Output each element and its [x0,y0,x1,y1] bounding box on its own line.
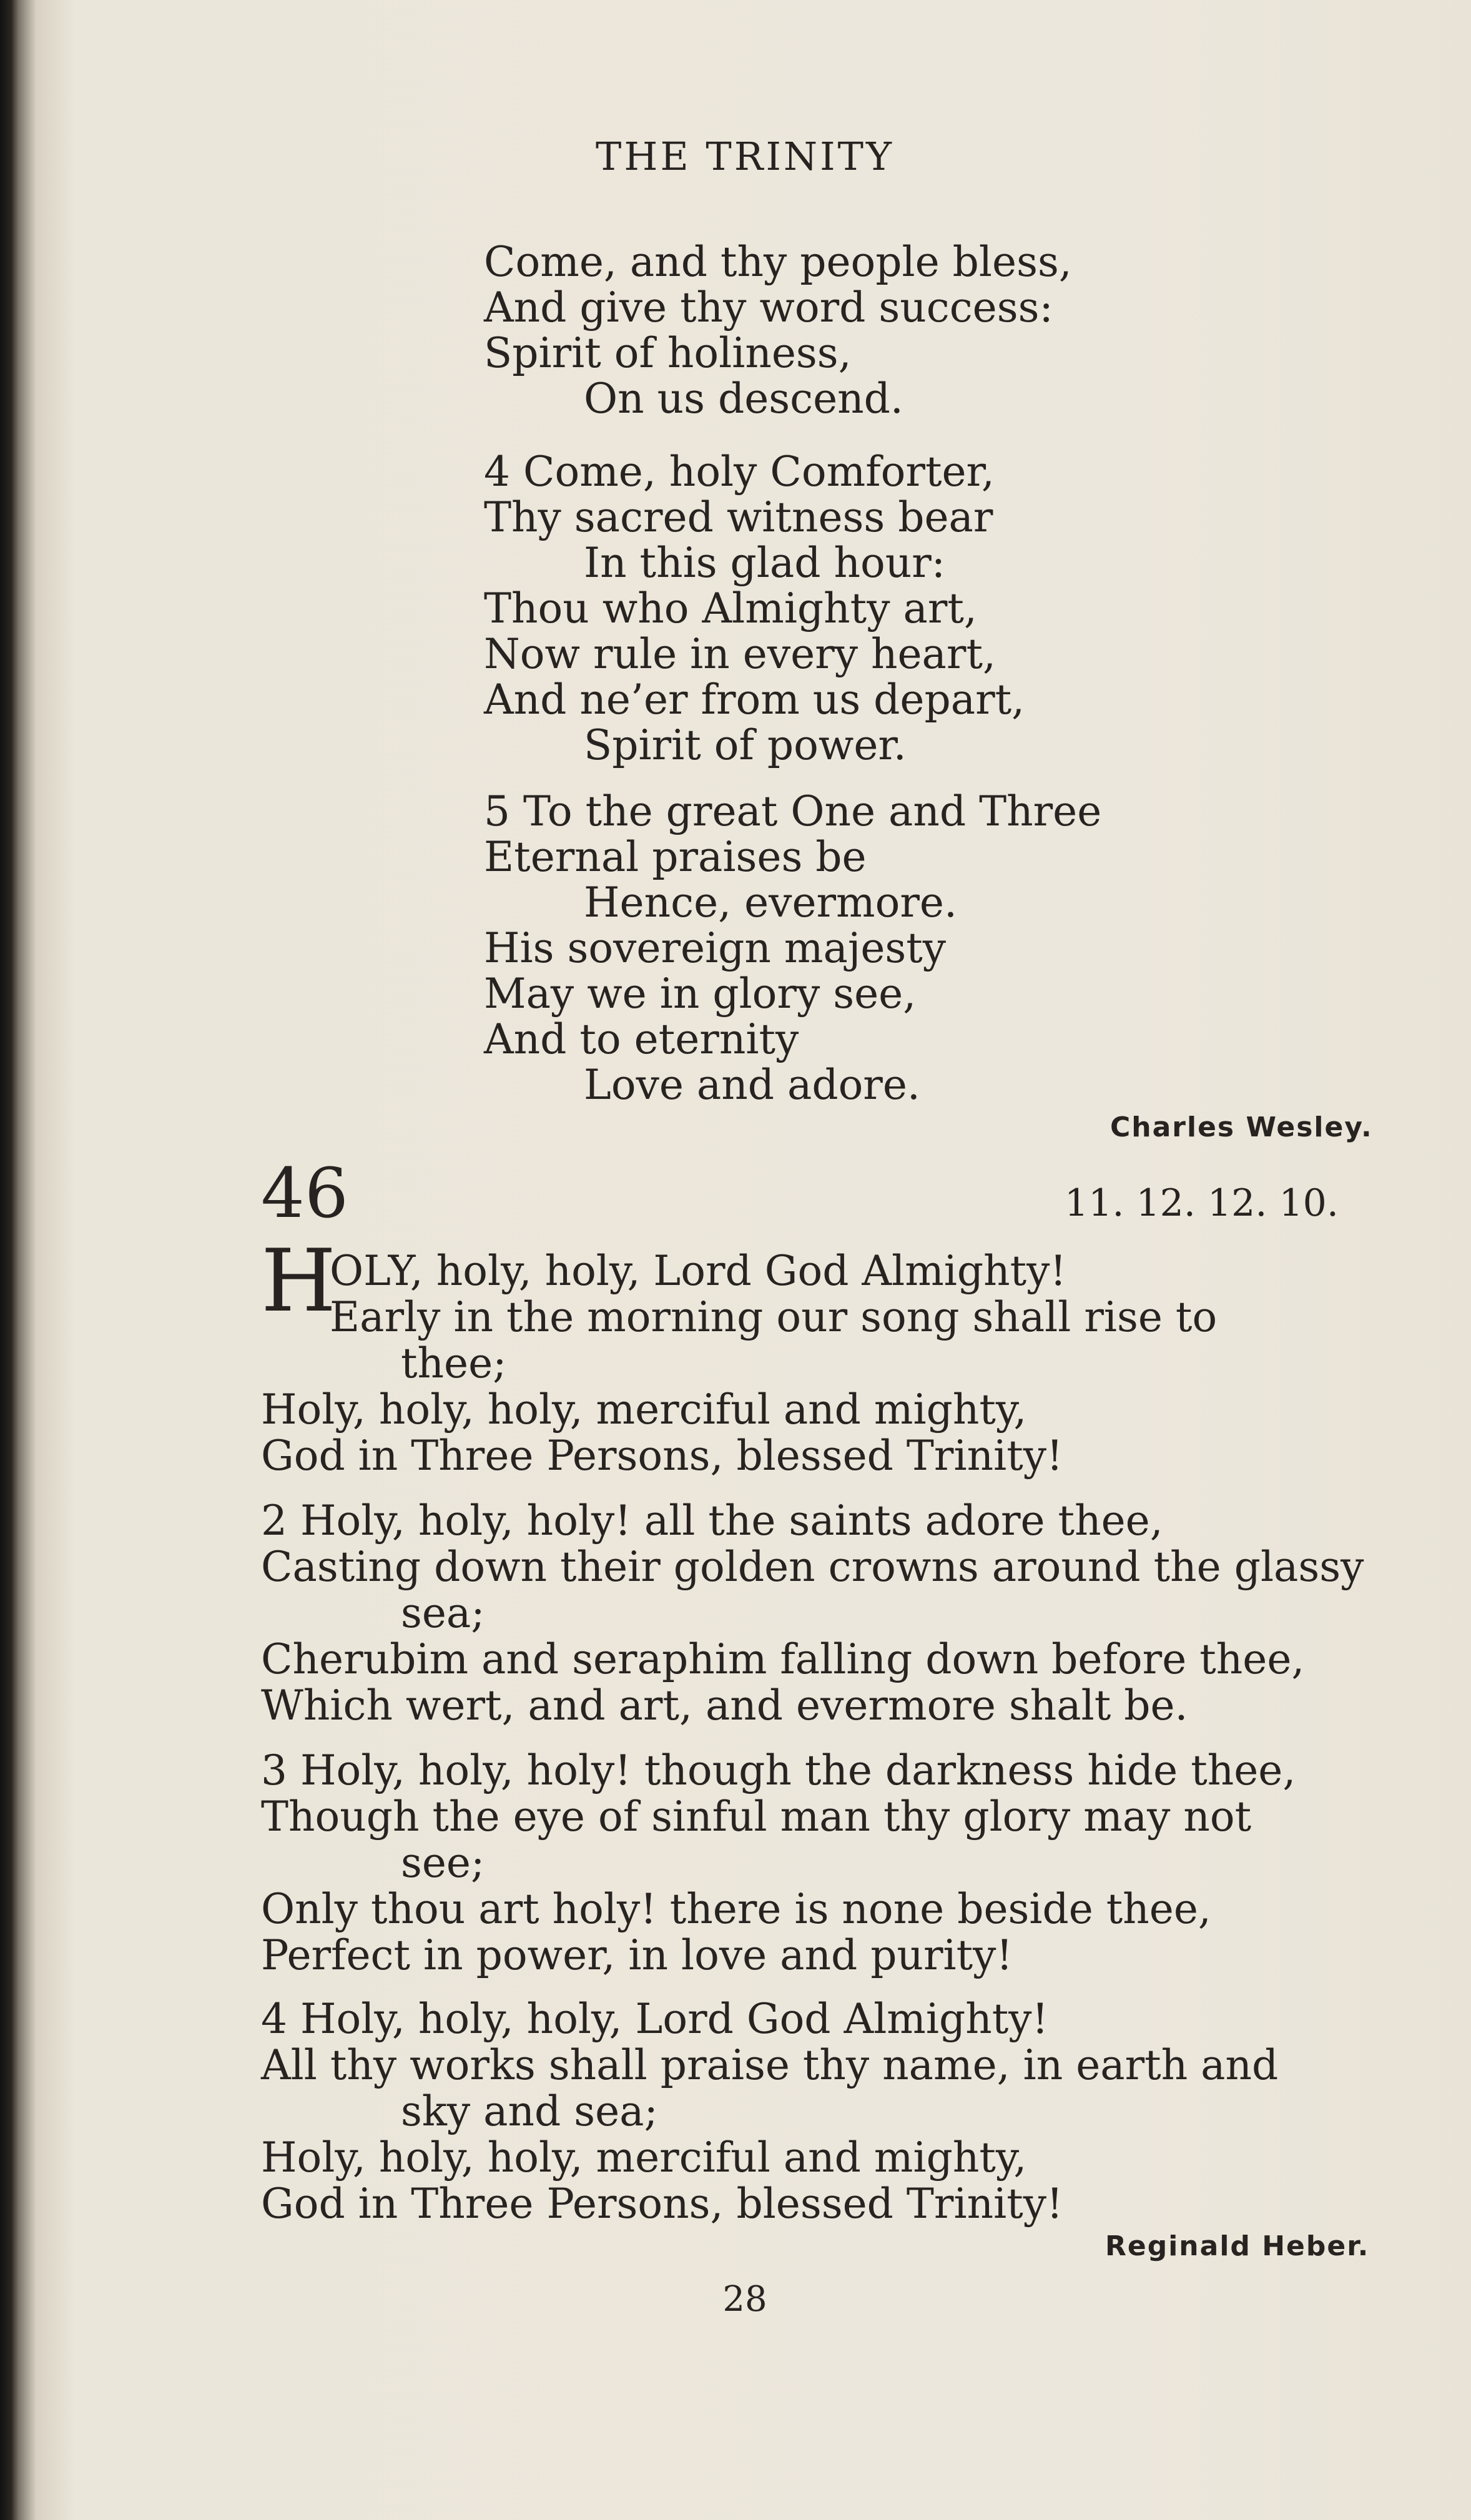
hymn45-stanza-5 [484,789,1101,1108]
verse-line: God in Three Persons, blessed Trinity! [261,1432,1063,1480]
hymn46-stanza-3 [261,1748,1447,1979]
verse-line: May we in glory see, [484,970,917,1018]
verse-line: And ne’er from us depart, [484,676,1025,724]
verse-line: His sovereign majesty [484,924,947,972]
verse-line: 4 Come, holy Comforter, [484,448,995,496]
verse-line: Thy sacred witness bear [484,493,993,541]
verse-line: sea; [401,1589,485,1637]
verse-line: sky and sea; [401,2087,658,2135]
verse-line: Hence, evermore. [584,879,957,927]
hymn45-stanza-4 [484,449,1025,768]
verse-line: Love and adore. [584,1061,920,1109]
hymn-meter: 11. 12. 12. 10. [1065,1181,1339,1225]
verse-line: 4 Holy, holy, holy, Lord God Almighty! [261,1995,1049,2043]
verse-line: Only thou art holy! there is none beside thee, [261,1885,1211,1933]
verse-line: All thy works shall praise thy name, in earth and [261,2041,1279,2089]
author-attribution: Charles Wesley. [1110,1111,1373,1143]
verse-line: On us descend. [584,375,903,423]
verse-line: In this glad hour: [584,539,946,587]
verse-line: And give thy word success: [484,283,1053,332]
hymn46-stanza-2 [261,1498,1447,1729]
verse-line: Which wert, and art, and evermore shalt be. [261,1681,1188,1730]
hymn-number: 46 [261,1153,348,1233]
verse-line: Cherubim and seraphim falling down before thee, [261,1635,1305,1683]
page-number: 28 [722,2279,767,2320]
verse-line: Early in the morning our song shall rise to [330,1293,1218,1341]
verse-line: see; [401,1839,485,1887]
verse-line: Now rule in every heart, [484,630,996,678]
hymn45-stanza-continued [484,239,1072,421]
verse-line: Though the eye of sinful man thy glory may not [261,1793,1252,1841]
verse-line: OLY, holy, holy, Lord God Almighty! [330,1247,1066,1295]
running-head: THE TRINITY [596,134,894,179]
verse-line: Spirit of power. [584,721,907,769]
verse-line: 3 Holy, holy, holy! though the darkness hide thee, [261,1746,1296,1794]
verse-line: Eternal praises be [484,833,867,881]
verse-line: Thou who Almighty art, [484,584,977,632]
author-attribution: Reginald Heber. [1105,2230,1370,2262]
verse-line: 5 To the great One and Three [484,787,1102,835]
verse-line: God in Three Persons, blessed Trinity! [261,2180,1063,2228]
drop-cap: H [261,1231,337,1331]
verse-line: Holy, holy, holy, merciful and mighty, [261,1386,1027,1434]
verse-line: Perfect in power, in love and purity! [261,1931,1013,1979]
verse-line: Come, and thy people bless, [484,238,1072,286]
verse-line: Casting down their golden crowns around the glassy [261,1543,1364,1591]
verse-line: Holy, holy, holy, merciful and mighty, [261,2134,1027,2182]
verse-line: thee; [401,1339,507,1387]
hymn46-stanza-1 [261,1248,1447,1479]
verse-line: And to eternity [484,1015,799,1063]
verse-line: Spirit of holiness, [484,329,852,377]
hymn46-stanza-4 [261,1996,1447,2227]
verse-line: 2 Holy, holy, holy! all the saints adore thee, [261,1497,1163,1545]
